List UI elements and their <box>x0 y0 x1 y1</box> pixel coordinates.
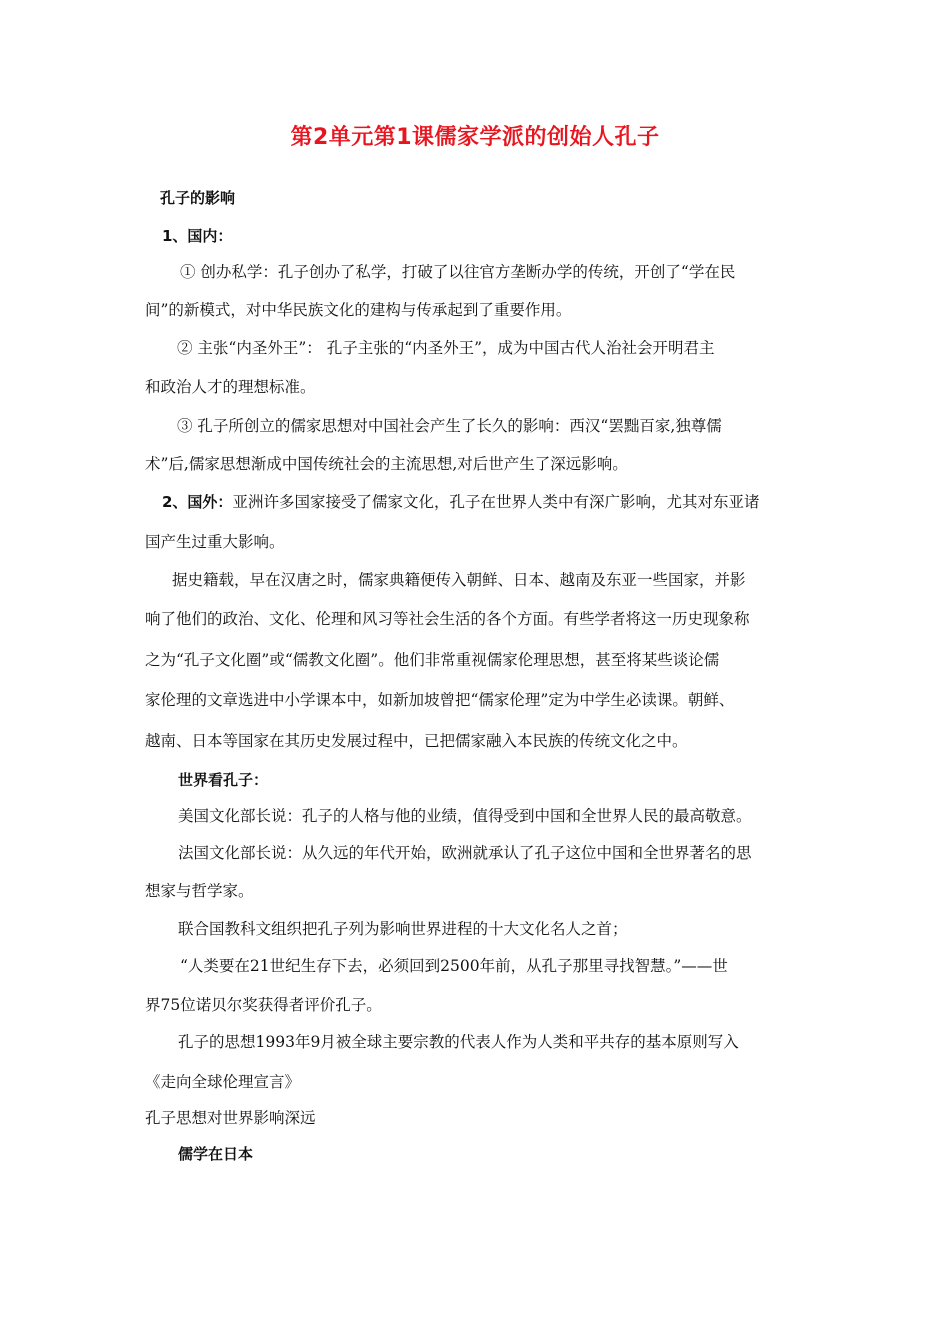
item2-line2: 和政治人才的理想标准。 <box>145 378 316 396</box>
us-minister-quote: 美国文化部长说：孔子的人格与他的业绩，值得受到中国和全世界人民的最高敬意。 <box>178 807 752 825</box>
records-line-1: 据史籍载，早在汉唐之时，儒家典籍便传入朝鲜、日本、越南及东亚一些国家，并影 <box>172 571 746 589</box>
item1-line1: ① 创办私学：孔子创办了私学，打破了以往官方垄断办学的传统，开创了“学在民 <box>180 263 736 281</box>
heading-world-view: 世界看孔子： <box>178 771 269 789</box>
unesco-statement: 联合国教科文组织把孔子列为影响世界进程的十大文化名人之首； <box>178 920 628 938</box>
document-title: 第2单元第1课儒家学派的创始人孔子 <box>290 125 660 150</box>
heading-confucianism-japan: 儒学在日本 <box>178 1145 254 1163</box>
declaration-line1: 孔子的思想1993年9月被全球主要宗教的代表人作为人类和平共存的基本原则写入 <box>178 1033 739 1051</box>
item3-line1: ③ 孔子所创立的儒家思想对中国社会产生了长久的影响：西汉“罢黜百家,独尊儒 <box>177 417 722 435</box>
fr-minister-line1: 法国文化部长说：从久远的年代开始，欧洲就承认了孔子这位中国和全世界著名的思 <box>178 844 752 862</box>
foreign-text-line2: 国产生过重大影响。 <box>145 533 285 551</box>
item2-line1: ② 主张“内圣外王”： 孔子主张的“内圣外王”，成为中国古代人治社会开明君主 <box>177 339 715 357</box>
records-line-5: 越南、日本等国家在其历史发展过程中，已把儒家融入本民族的传统文化之中。 <box>145 732 688 750</box>
foreign-text-line1: 亚洲许多国家接受了儒家文化，孔子在世界人类中有深广影响，尤其对东亚诸 <box>232 493 760 511</box>
heading-foreign: 2、国外： <box>162 493 233 511</box>
item1-line2: 间”的新模式，对中华民族文化的建构与传承起到了重要作用。 <box>145 301 572 319</box>
fr-minister-line2: 想家与哲学家。 <box>145 882 254 900</box>
records-line-4: 家伦理的文章选进中小学课本中，如新加坡曾把“儒家伦理”定为中学生必读课。朝鲜、 <box>145 691 735 709</box>
declaration-line2: 《走向全球伦理宣言》 <box>145 1073 301 1091</box>
nobel-quote-line2: 界75位诺贝尔奖获得者评价孔子。 <box>145 996 382 1014</box>
heading-domestic: 1、国内： <box>162 227 233 245</box>
nobel-quote-line1: “人类要在21世纪生存下去，必须回到2500年前，从孔子那里寻找智慧。”——世 <box>180 957 728 975</box>
influence-far-statement: 孔子思想对世界影响深远 <box>145 1109 316 1127</box>
records-line-2: 响了他们的政治、文化、伦理和风习等社会生活的各个方面。有些学者将这一历史现象称 <box>145 610 750 628</box>
foreign-paragraph-line1 <box>162 492 759 512</box>
records-line-3: 之为“孔子文化圈”或“儒教文化圈”。他们非常重视儒家伦理思想，甚至将某些谈论儒 <box>145 651 720 669</box>
heading-confucius-influence: 孔子的影响 <box>160 189 236 207</box>
item3-line2: 术”后,儒家思想渐成中国传统社会的主流思想,对后世产生了深远影响。 <box>145 455 628 473</box>
